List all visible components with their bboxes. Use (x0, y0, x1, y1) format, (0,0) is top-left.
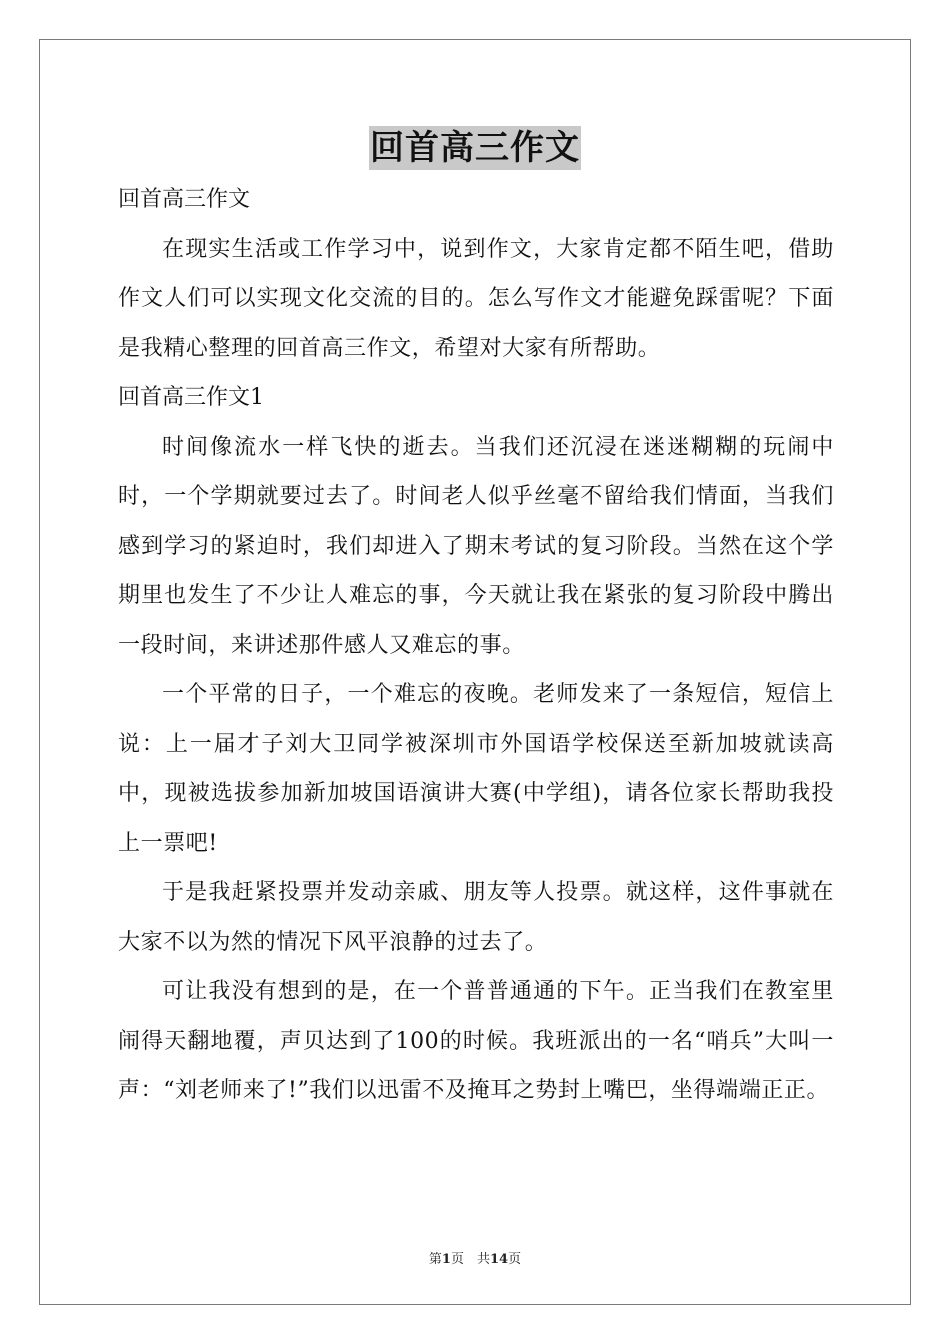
document-body (118, 175, 834, 1116)
document-title: 回首高三作文 (370, 128, 580, 168)
footer-suffix: 页 (508, 1252, 522, 1267)
section-heading: 回首高三作文1 (118, 385, 264, 410)
footer-prefix: 第 (428, 1252, 442, 1267)
paragraph-4: 可让我没有想到的是，在一个普普通通的下午。正当我们在教室里闹得天翻地覆，声贝达到了100的时候。我班派出的一名“哨兵”大叫一声：“刘老师来了!”我们以迅雷不及掩耳之势封上嘴巴，坐得端端正正。 (118, 979, 834, 1103)
page-footer (0, 1248, 950, 1267)
footer-mid: 页 共 (450, 1252, 490, 1267)
intro-paragraph: 在现实生活或工作学习中，说到作文，大家肯定都不陌生吧，借助作文人们可以实现文化交流的目的。怎么写作文才能避免踩雷呢？下面是我精心整理的回首高三作文，希望对大家有所帮助。 (118, 236, 834, 361)
title-container (0, 126, 950, 170)
footer-total-pages: 14 (489, 1252, 509, 1267)
document-subtitle: 回首高三作文 (118, 187, 251, 212)
paragraph-1: 时间像流水一样飞快的逝去。当我们还沉浸在迷迷糊糊的玩闹中时，一个学期就要过去了。时间老人似乎丝毫不留给我们情面，当我们感到学习的紧迫时，我们却进入了期末考试的复习阶段。当然在这个学期里也发生了不少让人难忘的事，今天就让我在紧张的复习阶段中腾出一段时间，来讲述那件感人又难忘的事。 (118, 434, 834, 658)
paragraph-2: 一个平常的日子，一个难忘的夜晚。老师发来了一条短信，短信上说：上一届才子刘大卫同学被深圳市外国语学校保送至新加坡就读高中，现被选拔参加新加坡国语演讲大赛(中学组)，请各位家长帮助我投上一票吧! (118, 682, 834, 856)
paragraph-3: 于是我赶紧投票并发动亲戚、朋友等人投票。就这样，这件事就在大家不以为然的情况下风平浪静的过去了。 (118, 880, 834, 955)
footer-page-number: 1 (441, 1252, 451, 1267)
